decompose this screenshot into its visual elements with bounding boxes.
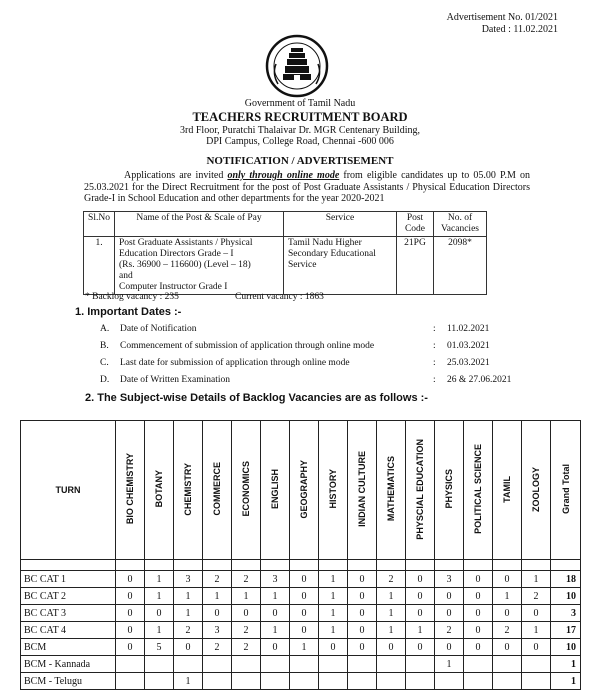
value-cell: 2	[232, 622, 261, 639]
subject-header: MATHEMATICS	[377, 421, 406, 560]
backlog-table	[20, 420, 581, 690]
value-cell: 0	[435, 639, 464, 656]
value-cell: 0	[261, 605, 290, 622]
value-cell: 0	[464, 622, 493, 639]
value-cell: 1	[290, 639, 319, 656]
post-code: 21PG	[397, 237, 434, 295]
date-colon: :	[433, 375, 436, 385]
value-cell: 0	[464, 571, 493, 588]
value-cell	[464, 656, 493, 673]
value-cell: 0	[116, 639, 145, 656]
value-cell: 0	[464, 605, 493, 622]
posts-table-row	[84, 237, 487, 295]
turn-cell: BC CAT 3	[21, 605, 116, 622]
value-cell: 2	[522, 588, 551, 605]
date-letter: B.	[100, 341, 109, 351]
post-slno: 1.	[84, 237, 115, 295]
value-cell: 0	[290, 588, 319, 605]
value-cell: 2	[232, 571, 261, 588]
subject-header: COMMERCE	[203, 421, 232, 560]
value-cell: 0	[348, 622, 377, 639]
post-vacancies: 2098*	[434, 237, 487, 295]
date-letter: D.	[100, 375, 110, 385]
value-cell: 0	[145, 605, 174, 622]
value-cell	[203, 673, 232, 690]
value-cell: 3	[261, 571, 290, 588]
value-cell: 0	[348, 605, 377, 622]
post-name-line: Post Graduate Assistants / Physical	[119, 238, 253, 248]
value-cell: 0	[377, 639, 406, 656]
value-cell: 2	[174, 622, 203, 639]
backlog-row	[21, 673, 581, 690]
value-cell: 0	[348, 588, 377, 605]
value-cell: 0	[406, 639, 435, 656]
value-cell	[348, 656, 377, 673]
date-row	[100, 358, 530, 371]
government-name: Government of Tamil Nadu	[244, 98, 356, 109]
subject-header: PHYSICS	[435, 421, 464, 560]
subject-header: PHYSCIAL EDUCATION	[406, 421, 435, 560]
value-cell: 1	[406, 622, 435, 639]
value-cell	[116, 656, 145, 673]
value-cell	[493, 656, 522, 673]
value-cell: 0	[522, 605, 551, 622]
value-cell: 1	[261, 588, 290, 605]
vacancy-note	[85, 292, 324, 302]
backlog-row	[21, 588, 581, 605]
date-letter: C.	[100, 358, 109, 368]
value-cell	[319, 656, 348, 673]
date-colon: :	[433, 324, 436, 334]
date-label: Date of Written Examination	[120, 375, 230, 385]
service-line: Tamil Nadu Higher	[288, 238, 362, 248]
turn-cell: BC CAT 4	[21, 622, 116, 639]
value-cell: 0	[116, 571, 145, 588]
post-service-cell	[284, 237, 397, 295]
address-line-1: 3rd Floor, Puratchi Thalaivar Dr. MGR Centenary Building,	[180, 125, 420, 136]
value-cell: 1	[319, 588, 348, 605]
subject-header: TAMIL	[493, 421, 522, 560]
value-cell: 1	[377, 588, 406, 605]
date-value: 01.03.2021	[447, 341, 490, 351]
board-name: TEACHERS RECRUITMENT BOARD	[192, 110, 408, 124]
advertisement-info	[447, 12, 558, 36]
value-cell	[261, 656, 290, 673]
subject-header: ZOOLOGY	[522, 421, 551, 560]
value-cell: 1	[174, 673, 203, 690]
value-cell: 2	[493, 622, 522, 639]
subject-header: CHEMISTRY	[174, 421, 203, 560]
backlog-header-row	[21, 421, 581, 560]
grand-total-cell: 10	[551, 639, 581, 656]
grand-total-cell: 17	[551, 622, 581, 639]
header-slno: Sl.No	[84, 212, 115, 237]
value-cell: 0	[493, 605, 522, 622]
address-line-2: DPI Campus, College Road, Chennai -600 006	[206, 136, 394, 147]
value-cell: 0	[290, 571, 319, 588]
backlog-row	[21, 571, 581, 588]
value-cell: 0	[464, 639, 493, 656]
value-cell: 1	[522, 571, 551, 588]
post-name-cell	[115, 237, 284, 295]
header-vacancies: No. of Vacancies	[434, 212, 487, 237]
grand-total-cell: 3	[551, 605, 581, 622]
service-line: Secondary Educational	[288, 249, 376, 259]
grand-total-cell: 10	[551, 588, 581, 605]
backlog-heading: 2. The Subject-wise Details of Backlog Vacancies are as follows :-	[85, 392, 428, 404]
value-cell	[232, 656, 261, 673]
value-cell: 1	[174, 588, 203, 605]
notification-intro	[84, 170, 530, 205]
value-cell: 0	[290, 622, 319, 639]
subject-header: ENGLISH	[261, 421, 290, 560]
subject-header: INDIAN CULTURE	[348, 421, 377, 560]
grand-total-cell: 1	[551, 673, 581, 690]
value-cell: 2	[377, 571, 406, 588]
value-cell	[319, 673, 348, 690]
value-cell: 0	[116, 588, 145, 605]
subject-header: HISTORY	[319, 421, 348, 560]
intro-emphasis: only through online mode	[227, 170, 340, 181]
value-cell: 1	[319, 571, 348, 588]
turn-cell: BCM	[21, 639, 116, 656]
value-cell: 0	[522, 639, 551, 656]
value-cell: 2	[435, 622, 464, 639]
header-service: Service	[284, 212, 397, 237]
date-label: Date of Notification	[120, 324, 197, 334]
grand-total-cell: 1	[551, 656, 581, 673]
value-cell	[406, 673, 435, 690]
value-cell	[493, 673, 522, 690]
value-cell: 0	[348, 639, 377, 656]
value-cell	[145, 673, 174, 690]
turn-cell: BCM - Telugu	[21, 673, 116, 690]
date-value: 11.02.2021	[447, 324, 490, 334]
date-label: Commencement of submission of application through online mode	[120, 341, 375, 351]
value-cell	[174, 656, 203, 673]
backlog-row	[21, 656, 581, 673]
value-cell	[406, 656, 435, 673]
date-colon: :	[433, 358, 436, 368]
turn-cell: BCM - Kannada	[21, 656, 116, 673]
posts-table-header	[84, 212, 487, 237]
value-cell: 0	[435, 605, 464, 622]
post-name-line: Computer Instructor Grade I	[119, 282, 228, 292]
value-cell: 0	[290, 605, 319, 622]
date-row	[100, 375, 530, 388]
subject-header: GEOGRAPHY	[290, 421, 319, 560]
value-cell: 2	[232, 639, 261, 656]
value-cell: 1	[174, 605, 203, 622]
value-cell: 1	[319, 622, 348, 639]
value-cell: 0	[319, 639, 348, 656]
value-cell	[145, 656, 174, 673]
subject-header: BOTANY	[145, 421, 174, 560]
date-row	[100, 324, 530, 337]
grand-total-header: Grand Total	[551, 421, 581, 560]
value-cell	[203, 656, 232, 673]
backlog-row	[21, 622, 581, 639]
value-cell: 3	[435, 571, 464, 588]
subject-header: BIO CHEMISTRY	[116, 421, 145, 560]
tamil-nadu-emblem-seal	[264, 34, 330, 98]
value-cell: 0	[116, 622, 145, 639]
value-cell	[290, 673, 319, 690]
important-dates-heading: 1. Important Dates :-	[75, 306, 182, 318]
value-cell	[290, 656, 319, 673]
value-cell: 1	[145, 571, 174, 588]
value-cell: 5	[145, 639, 174, 656]
grand-total-cell: 18	[551, 571, 581, 588]
value-cell: 0	[261, 639, 290, 656]
value-cell: 2	[203, 571, 232, 588]
value-cell: 1	[145, 622, 174, 639]
subject-header: POLITICAL SCIENCE	[464, 421, 493, 560]
notification-title: NOTIFICATION / ADVERTISEMENT	[206, 155, 394, 167]
backlog-vacancy: * Backlog vacancy : 235	[85, 292, 179, 302]
value-cell	[464, 673, 493, 690]
value-cell	[116, 673, 145, 690]
value-cell: 0	[203, 605, 232, 622]
backlog-spacer-row	[21, 560, 581, 571]
turn-header: TURN	[21, 421, 116, 560]
header-post-code: Post Code	[397, 212, 434, 237]
value-cell: 0	[406, 588, 435, 605]
value-cell: 0	[464, 588, 493, 605]
value-cell: 0	[232, 605, 261, 622]
date-letter: A.	[100, 324, 110, 334]
value-cell: 1	[377, 622, 406, 639]
value-cell: 3	[203, 622, 232, 639]
posts-table	[83, 211, 487, 295]
value-cell	[522, 673, 551, 690]
value-cell: 1	[435, 656, 464, 673]
value-cell: 0	[348, 571, 377, 588]
advertisement-date: Dated : 11.02.2021	[481, 24, 558, 35]
backlog-body	[21, 560, 581, 690]
value-cell: 0	[406, 605, 435, 622]
advertisement-number: Advertisement No. 01/2021	[446, 12, 558, 23]
value-cell: 1	[145, 588, 174, 605]
turn-cell: BC CAT 2	[21, 588, 116, 605]
value-cell	[232, 673, 261, 690]
current-vacancy: Current vacancy : 1863	[235, 292, 324, 302]
intro-text-end: from eligible candidates up to 05.00 P.M on 25.03.2021 for the Direct Recruitment for the post of Post Graduate Assistants / Physical Education Directors Grade-I in School Education and other departments for the year 2020-2021	[84, 170, 530, 204]
value-cell: 1	[377, 605, 406, 622]
header-post-name: Name of the Post & Scale of Pay	[115, 212, 284, 237]
value-cell: 0	[174, 639, 203, 656]
value-cell: 0	[435, 588, 464, 605]
value-cell: 0	[493, 639, 522, 656]
value-cell: 1	[261, 622, 290, 639]
value-cell: 2	[203, 639, 232, 656]
board-header	[0, 98, 600, 147]
backlog-row	[21, 639, 581, 656]
value-cell: 1	[232, 588, 261, 605]
post-name-line: and	[119, 271, 133, 281]
value-cell	[377, 656, 406, 673]
date-value: 25.03.2021	[447, 358, 490, 368]
subject-header: ECONOMICS	[232, 421, 261, 560]
intro-text-start: Applications are invited	[124, 170, 228, 181]
turn-cell: BC CAT 1	[21, 571, 116, 588]
value-cell	[435, 673, 464, 690]
service-line: Service	[288, 260, 317, 270]
value-cell	[377, 673, 406, 690]
value-cell	[348, 673, 377, 690]
value-cell: 1	[493, 588, 522, 605]
value-cell: 1	[522, 622, 551, 639]
post-name-line: (Rs. 36900 – 116600) (Level – 18)	[119, 260, 251, 270]
date-colon: :	[433, 341, 436, 351]
value-cell: 1	[319, 605, 348, 622]
date-row	[100, 341, 530, 354]
value-cell: 0	[116, 605, 145, 622]
value-cell: 3	[174, 571, 203, 588]
value-cell	[522, 656, 551, 673]
value-cell: 0	[493, 571, 522, 588]
backlog-row	[21, 605, 581, 622]
date-value: 26 & 27.06.2021	[447, 375, 512, 385]
value-cell: 0	[406, 571, 435, 588]
value-cell: 1	[203, 588, 232, 605]
post-name-line: Education Directors Grade – I	[119, 249, 234, 259]
date-label: Last date for submission of application through online mode	[120, 358, 350, 368]
value-cell	[261, 673, 290, 690]
